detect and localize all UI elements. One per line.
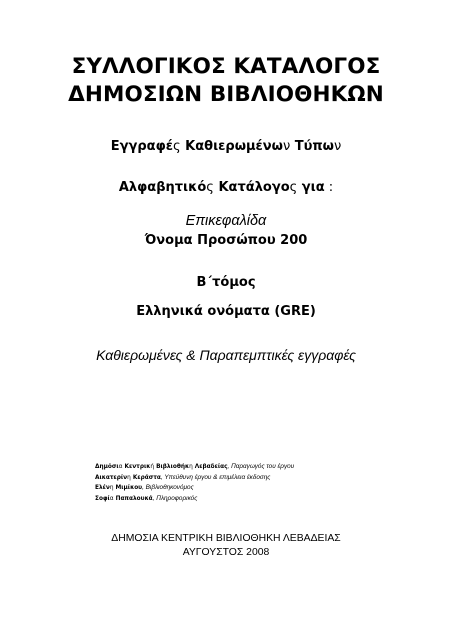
record-type-ending-1: ς bbox=[172, 139, 181, 154]
record-type-word-1: Εγγραφέ bbox=[110, 139, 173, 154]
heading-label: Επικεφαλίδα bbox=[185, 213, 267, 229]
alphabetical-word-3: για bbox=[297, 180, 325, 195]
volume-label: Β΄τόμος bbox=[196, 275, 256, 290]
credit-row: Αικατερίνη Κεράστα, Υπεύθυνη έργου & επιμέλεια έκδοσης bbox=[95, 473, 271, 481]
footer-library: ΔΗΜΟΣΙΑ ΚΕΝΤΡΙΚΗ ΒΙΒΛΙΟΘΗΚΗ ΛΕΒΑΔΕΙΑΣ bbox=[111, 533, 341, 544]
names-label: Ελληνικά ονόματα (GRE) bbox=[136, 304, 316, 319]
record-type-word-2: Καθιερωμένω bbox=[180, 139, 283, 154]
alphabetical-catalog-line bbox=[0, 179, 452, 196]
alphabetical-ending-2: ς bbox=[289, 180, 298, 195]
credit-row: Ελένη Μιμίκου, Βιβλιοθηκονόμος bbox=[95, 484, 194, 491]
credit-role: , Παραγωγός του έργου bbox=[227, 463, 295, 470]
credits-block bbox=[95, 462, 294, 504]
record-type-word-3: Τύπω bbox=[290, 139, 334, 154]
heading-field: Όνομα Προσώπου 200 bbox=[144, 233, 308, 248]
credit-row: Σοφία Παπαλουκά, Πληροφορικός bbox=[95, 494, 198, 502]
alphabetical-word-2: Κατάλογο bbox=[213, 180, 290, 195]
title-line-2: ΔΗΜΟΣΙΩΝ ΒΙΒΛΙΟΘΗΚΩΝ bbox=[68, 82, 384, 107]
records-label: Καθιερωμένες & Παραπεμπτικές εγγραφές bbox=[96, 347, 356, 363]
record-type-ending-3: ν bbox=[333, 139, 342, 154]
credit-role: , Πληροφορικός bbox=[152, 494, 198, 502]
credit-row: Δημόσια Κεντρική Βιβλιοθήκη Λεβαδείας, Παραγωγός του έργου bbox=[95, 463, 295, 470]
alphabetical-word-1: Αλφαβητικό bbox=[118, 180, 207, 195]
credit-role: , Βιβλιοθηκονόμος bbox=[142, 484, 194, 491]
credit-role: , Υπεύθυνη έργου & επιμέλεια έκδοσης bbox=[160, 473, 271, 481]
alphabetical-ending-1: ς bbox=[206, 180, 214, 195]
title-line-1: ΣΥΛΛΟΓΙΚΟΣ ΚΑΤΑΛΟΓΟΣ bbox=[71, 54, 381, 79]
record-type-ending-2: ν bbox=[282, 139, 291, 154]
record-type-line bbox=[0, 138, 452, 155]
alphabetical-colon: : bbox=[324, 180, 334, 195]
footer-date: ΑΥΓΟΥΣΤΟΣ 2008 bbox=[182, 547, 270, 558]
